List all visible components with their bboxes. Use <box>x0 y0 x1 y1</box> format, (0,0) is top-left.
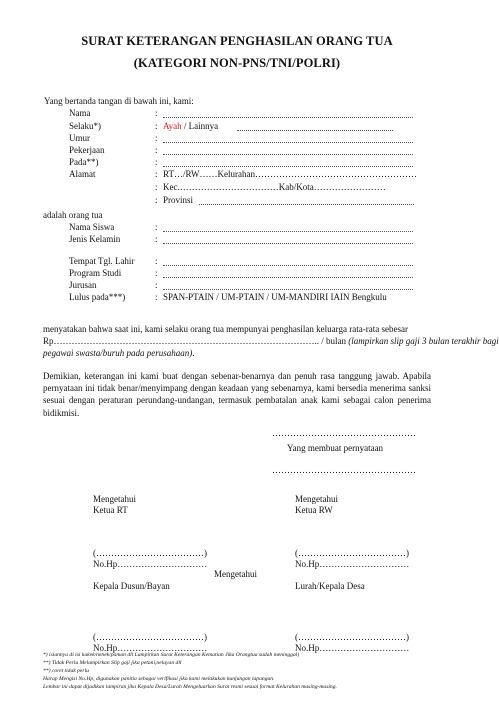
field-colon: : <box>155 256 158 266</box>
selaku-lainnya: / Lainnya <box>181 121 219 131</box>
income-rp: Rp…………………………………………………………………………….. / bulan <box>43 336 349 346</box>
rw-mengetahui: Mengetahui <box>295 494 338 504</box>
lulus-value: SPAN-PTAIN / UM-PTAIN / UM-MANDIRI IAIN Bengkulu <box>163 292 387 302</box>
footnote-3: **) coret tidak perlu <box>43 668 89 674</box>
rt-label: Ketua RT <box>93 505 128 515</box>
field-label: Alamat <box>69 169 96 179</box>
field-colon: : <box>155 222 158 232</box>
alamat-rt-rw: RT…/RW……Kelurahan……………………………………………… <box>163 169 417 179</box>
footnote-5: Lembar ini dapat dijadikan lampiran jika Kepala Desa/Lurah Mengeluarkan Surat resmi sesuai format Kelurahan masing-masing. <box>43 684 337 690</box>
lurah-label: Lurah/Kepala Desa <box>295 581 365 591</box>
income-note1: (lampirkan slip gaji 3 bulan terakhir bagi <box>348 336 499 346</box>
field-fill-line <box>163 154 413 155</box>
field-colon: : <box>155 268 158 278</box>
alamat-kec-kab: Kec.……………………………Kab/Kota…………………… <box>163 182 386 192</box>
footnote-4: Harap Mengisi No.Hp, digunakan panitia sebagai verifikasi jika kami melakukan kunjungan lapangan. <box>43 676 275 682</box>
field-colon: : <box>155 145 158 155</box>
field-label: Nama <box>69 108 91 118</box>
field-fill-line <box>199 204 414 205</box>
field-label: Nama Siswa <box>69 222 115 232</box>
footnote-1: *) isiannya di isi kakek/nenek/paman dll Lampirkan Surat Keterangan Kematian Jika Orangtua sudah meninggal) <box>43 652 300 658</box>
signer-label: Yang membuat pernyataan <box>287 443 384 453</box>
field-label: Program Studi <box>69 268 122 278</box>
field-fill-line <box>237 130 393 131</box>
dusun-label: Kepala Dusun/Bayan <box>93 581 170 591</box>
field-fill-line <box>163 166 413 167</box>
rw-label: Ketua RW <box>295 505 333 515</box>
field-label: Jenis Kelamin <box>69 234 121 244</box>
field-label: Selaku*) <box>69 121 101 131</box>
field-colon: : <box>155 292 158 302</box>
field-colon: : <box>155 157 158 167</box>
field-label: Jurusan <box>69 280 97 290</box>
footnote-2: **) Tidak Perlu Melampirkan Slip gaji jika petani,nelayan dll <box>43 660 182 666</box>
lurah-hp: No.Hp………………………… <box>295 643 410 653</box>
field-label: Pada**) <box>69 157 99 167</box>
field-colon: : <box>155 280 158 290</box>
field-fill-line <box>163 277 413 278</box>
field-colon: : <box>155 195 158 205</box>
field-fill-line <box>163 117 413 118</box>
rw-name-line: (………………………………) <box>295 548 409 558</box>
field-colon: : <box>155 182 158 192</box>
dusun-name-line: (………………………………) <box>93 632 207 642</box>
field-fill-line <box>163 231 413 232</box>
rt-name-line: (………………………………) <box>93 548 207 558</box>
alamat-provinsi: Provinsi <box>163 195 194 205</box>
field-colon: : <box>155 234 158 244</box>
income-note2: pegawai swasta/buruh pada perusahaan) <box>43 348 193 358</box>
rw-hp: No.Hp………………………… <box>295 559 410 569</box>
field-label: Pekerjaan <box>69 145 105 155</box>
income-note-end: . <box>192 348 195 358</box>
field-label: Tempat Tgl. Lahir <box>69 256 135 266</box>
field-colon: : <box>155 121 158 131</box>
selaku-value <box>163 121 218 131</box>
lurah-name-line: (………………………………) <box>295 632 409 642</box>
rt-hp: No.Hp………………………… <box>93 559 208 569</box>
document-title: SURAT KETERANGAN PENGHASILAN ORANG TUA <box>81 34 393 48</box>
income-line1: menyatakan bahwa saat ini, kami selaku orang tua mempunyai penghasilan keluarga rata-rata sebesar <box>43 324 408 334</box>
adalah-text: adalah orang tua <box>43 210 103 220</box>
dusun-hp: No.Hp………………………… <box>93 643 208 653</box>
statement-paragraph: Demikian, keterangan ini kami buat dengan sebenar-benarnya dan penuh rasa tanggung jawab. Apabila pernyataan ini tidak benar/menyimpang dengan keadaan yang sebenarnya, kami bersedia menerima sanksi sesuai dengan peraturan perundang-undangan, termasuk pembatalan anak kami sebagai calon penerima bidikmisi. <box>43 371 431 418</box>
field-fill-line <box>163 265 413 266</box>
field-fill-line <box>163 289 413 290</box>
field-label: Umur <box>69 133 90 143</box>
place-date-line: ………………………………………… <box>272 428 416 438</box>
income-line3 <box>43 348 195 358</box>
field-fill-line <box>163 243 413 244</box>
intro-text: Yang bertanda tangan di bawah ini, kami: <box>44 96 194 106</box>
signer-line: ………………………………………… <box>272 465 416 475</box>
income-line2 <box>43 336 499 346</box>
rt-mengetahui: Mengetahui <box>93 494 136 504</box>
field-colon: : <box>155 133 158 143</box>
field-colon: : <box>155 169 158 179</box>
field-colon: : <box>155 108 158 118</box>
field-label: Lulus pada***) <box>69 292 126 302</box>
document-subtitle: (KATEGORI NON-PNS/TNI/POLRI) <box>133 56 341 70</box>
field-fill-line <box>163 142 413 143</box>
selaku-ayah: Ayah <box>163 121 182 131</box>
mengetahui-center: Mengetahui <box>214 569 257 579</box>
